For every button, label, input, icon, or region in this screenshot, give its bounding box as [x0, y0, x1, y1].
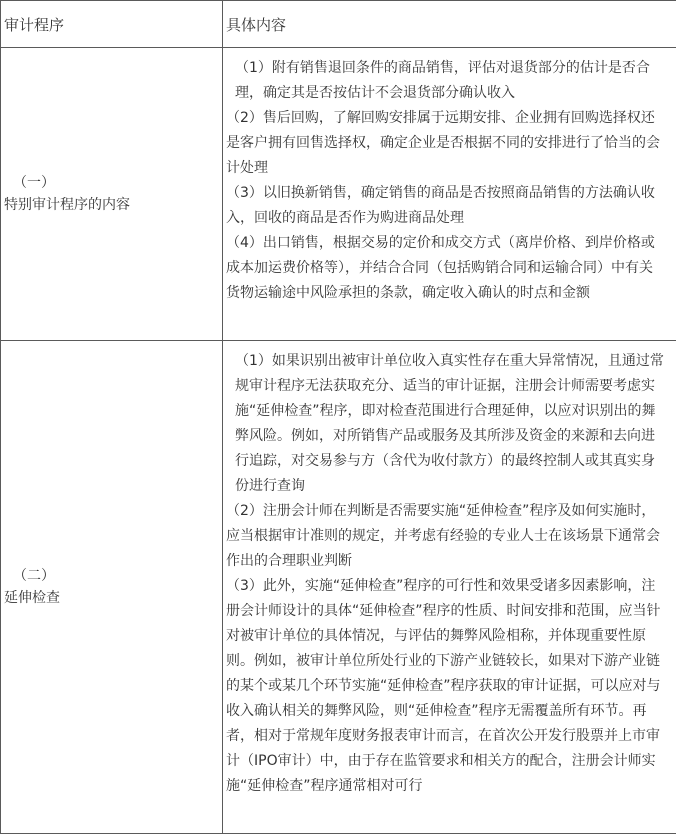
row-number: （一） — [4, 172, 222, 194]
content-paragraph: （3）此外，实施“延伸检查”程序的可行性和效果受诸多因素影响，注册会计师设计的具体“延伸检查”程序的性质、时间安排和范围，应当针对被审计单位的具体情况，与评估的舞弊风险相称，并体现重要性原则。例如，被审计单位所处行业的下游产业链较长，如果对下游产业链的某个或某几个环节实施“延伸检查”程序获取的审计证据，可以应对与收入确认相关的舞弊风险，则“延伸检查”程序无需覆盖所有环节。再者，相对于常规年度财务报表审计而言，在首次公开发行股票并上市审计（IPO审计）中，由于存在监管要求和相关方的配合，注册会计师实施“延伸检查”程序通常相对可行 — [226, 574, 666, 799]
row-title: 特别审计程序的内容 — [4, 197, 130, 213]
header-cell-procedure: 审计程序 — [1, 1, 223, 48]
content-paragraph: （4）出口销售，根据交易的定价和成交方式（离岸价格、到岸价格或成本加运费价格等），并结合合同（包括购销合同和运输合同）中有关货物运输途中风险承担的条款，确定收入确认的时点和金额 — [226, 231, 666, 306]
content-paragraph: （2）售后回购，了解回购安排属于远期安排、企业拥有回购选择权还是客户拥有回售选择权，确定企业是否根据不同的安排进行了恰当的会计处理 — [226, 106, 666, 181]
content-paragraph: （2）注册会计师在判断是否需要实施“延伸检查”程序及如何实施时，应当根据审计准则的规定，并考虑有经验的专业人士在该场景下通常会作出的合理职业判断 — [226, 499, 666, 574]
content-paragraph: （1）如果识别出被审计单位收入真实性存在重大异常情况，且通过常规审计程序无法获取充分、适当的审计证据，注册会计师需要考虑实施“延伸检查”程序，即对检查范围进行合理延伸，以应对识别出的舞弊风险。例如，对所销售产品或服务及其所涉及资金的来源和去向进行追踪，对交易参与方（含代为收付款方）的最终控制人或其真实身份进行查询 — [226, 349, 666, 499]
content-paragraph: （1）附有销售退回条件的商品销售，评估对退货部分的估计是否合理，确定其是否按估计不会退货部分确认收入 — [226, 56, 666, 106]
table-header-row — [1, 1, 676, 48]
row-title: 延伸检查 — [4, 590, 60, 606]
row-content-cell — [223, 341, 676, 834]
row-label-cell — [1, 48, 223, 341]
table-row — [1, 341, 676, 834]
row-number: （二） — [4, 565, 222, 587]
row-label-cell — [1, 341, 223, 834]
table-row — [1, 48, 676, 341]
content-paragraph: （3）以旧换新销售，确定销售的商品是否按照商品销售的方法确认收入，回收的商品是否作为购进商品处理 — [226, 181, 666, 231]
row-content-cell — [223, 48, 676, 341]
header-cell-content: 具体内容 — [223, 1, 676, 48]
